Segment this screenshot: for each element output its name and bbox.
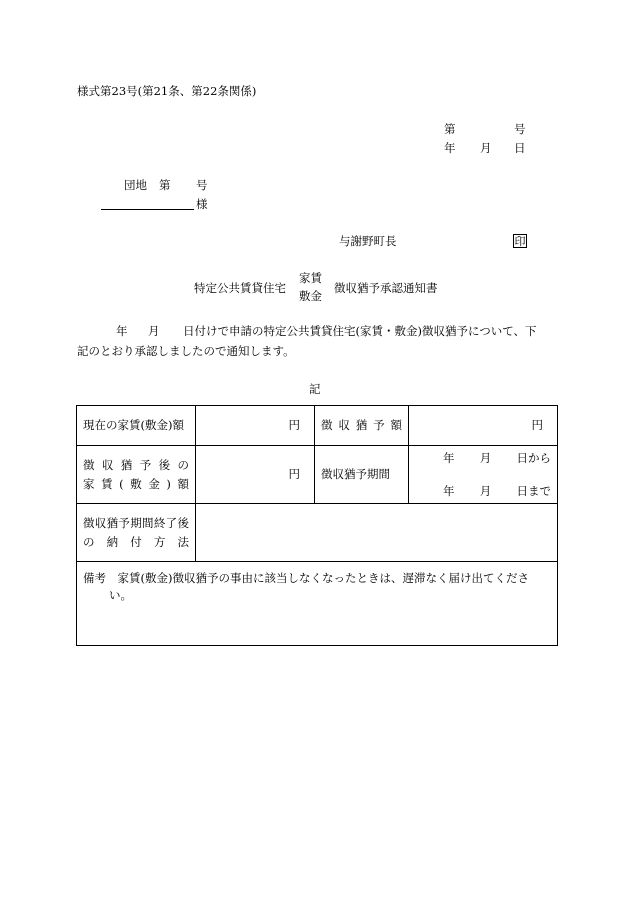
grace-details-table: [76, 405, 558, 646]
date-month: 月: [480, 141, 492, 155]
addressee-name-line: [101, 195, 194, 210]
grace-period-label: 徴収猶予期間: [315, 446, 409, 504]
payment-method-label: 徴収猶予期間終了後 の納付方法: [77, 504, 196, 562]
addressee-danchi: 団地: [124, 178, 147, 192]
addressee-sama: 様: [196, 197, 208, 211]
title-suffix: 徴収猶予承認通知書: [334, 281, 438, 295]
doc-number-dai: 第: [444, 122, 456, 136]
after-grace-value: 円: [196, 446, 315, 504]
body-line-1: 日付けで申請の特定公共賃貸住宅(家賃・敷金)徴収猶予について、下: [183, 324, 537, 338]
body-line-2: 記のとおり承認しましたので通知します。: [77, 344, 295, 358]
date-year: 年: [444, 141, 456, 155]
current-rent-label: 現在の家賃(敷金)額: [77, 406, 196, 446]
doc-number-go: 号: [514, 122, 526, 136]
remarks: 備考 家賃(敷金)徴収猶予の事由に該当しなくなったときは、遅滞なく届け出てくださ い。: [77, 562, 558, 646]
addressee-dai: 第: [159, 178, 171, 192]
grace-period-value: 年 月 日から 年 月 日まで: [409, 446, 558, 504]
seal-mark: 印: [514, 235, 526, 248]
payment-method-value: [196, 504, 558, 562]
ki-heading: 記: [309, 382, 321, 396]
title-option-rent: 家賃: [299, 271, 322, 285]
title-option-deposit: 敷金: [299, 289, 322, 303]
body-month: 月: [148, 324, 160, 338]
form-number: 様式第23号(第21条、第22条関係): [77, 84, 257, 98]
current-rent-value: 円: [196, 406, 315, 446]
addressee-go: 号: [196, 178, 208, 192]
title-prefix: 特定公共賃貸住宅: [194, 281, 286, 295]
grace-amount-value: 円: [409, 406, 558, 446]
date-day: 日: [514, 141, 526, 155]
body-year: 年: [116, 324, 128, 338]
grace-amount-label: 徴収猶予額: [315, 406, 409, 446]
after-grace-label: 徴収猶予後の 家賃(敷金)額: [77, 446, 196, 504]
issuer-title: 与謝野町長: [339, 234, 397, 248]
